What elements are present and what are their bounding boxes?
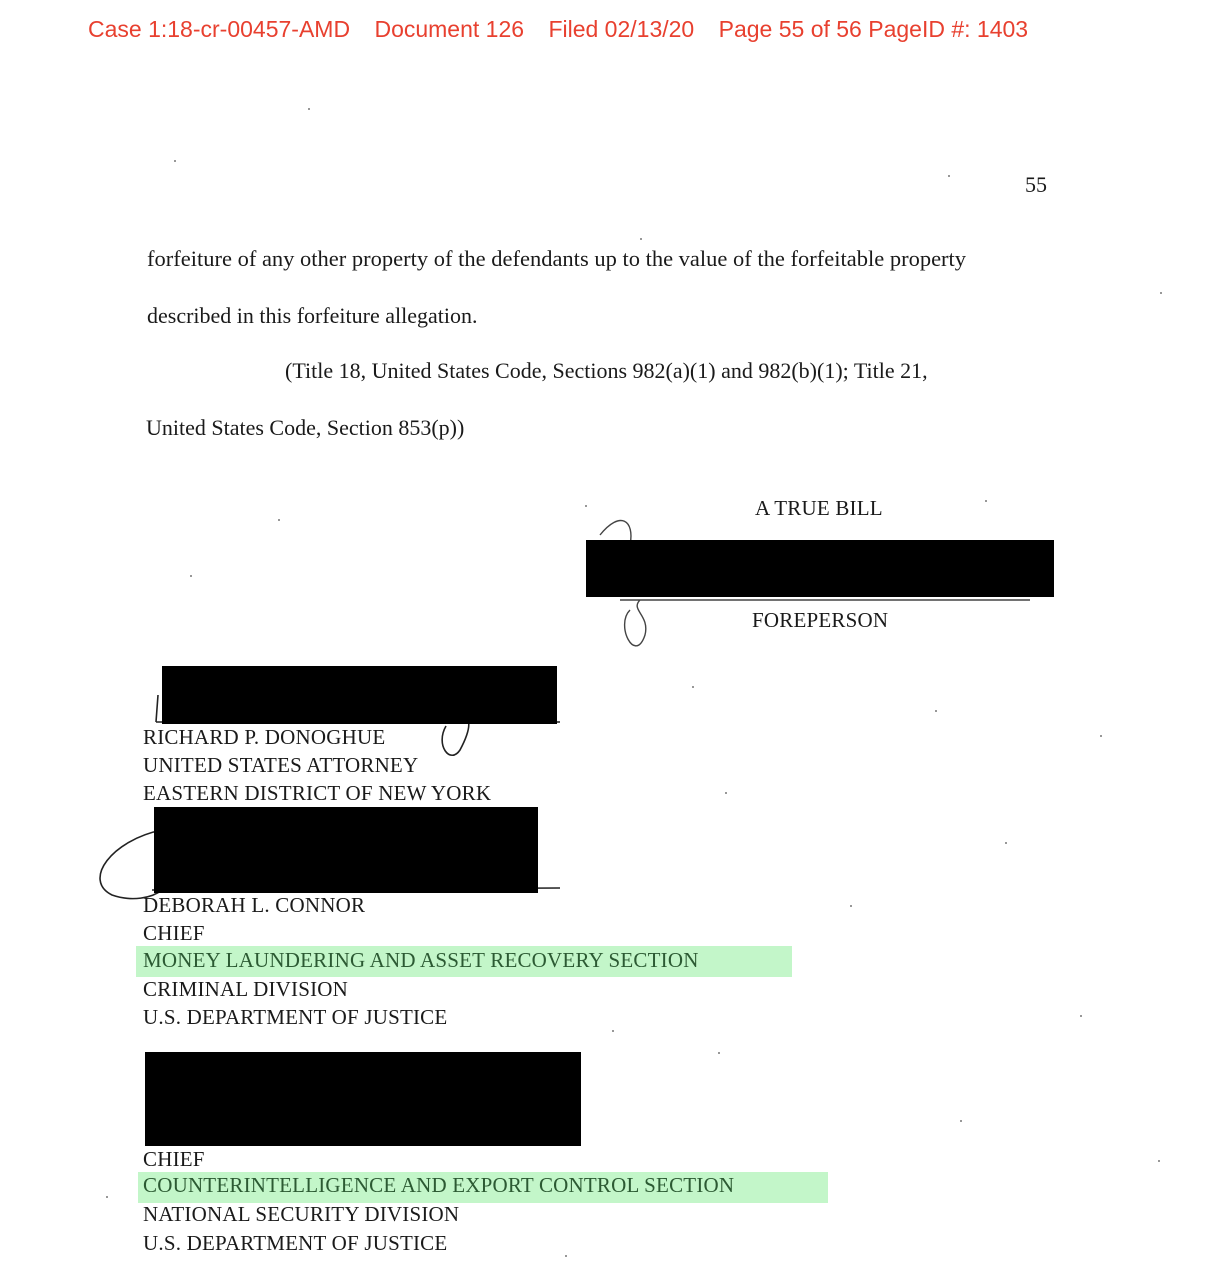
scan-speck	[692, 686, 694, 688]
us-attorney-name: RICHARD P. DONOGHUE	[143, 725, 386, 749]
scan-speck	[960, 1120, 962, 1122]
us-attorney-redaction	[162, 666, 557, 724]
cecs-department: U.S. DEPARTMENT OF JUSTICE	[143, 1231, 448, 1255]
scan-speck	[1080, 1015, 1082, 1017]
body-line-2: described in this forfeiture allegation.	[147, 303, 478, 328]
cecs-chief-title: CHIEF	[143, 1147, 205, 1171]
scan-speck	[948, 175, 950, 177]
scan-speck	[718, 1052, 720, 1054]
true-bill-heading: A TRUE BILL	[755, 496, 883, 520]
body-line-1: forfeiture of any other property of the defendants up to the value of the forfeitable property	[147, 246, 967, 271]
foreperson-label: FOREPERSON	[752, 608, 889, 632]
scan-speck	[725, 792, 727, 794]
scan-speck	[1005, 842, 1007, 844]
filed-date: Filed 02/13/20	[548, 16, 695, 42]
cecs-section-name: COUNTERINTELLIGENCE AND EXPORT CONTROL SECTION	[143, 1173, 735, 1197]
page-number: 55	[1025, 172, 1047, 197]
court-filing-header	[88, 16, 1046, 43]
scan-speck	[308, 108, 310, 110]
scan-speck	[1158, 1160, 1160, 1162]
scan-speck	[278, 519, 280, 521]
mlars-section-name: MONEY LAUNDERING AND ASSET RECOVERY SECTION	[143, 948, 699, 972]
mlars-department: U.S. DEPARTMENT OF JUSTICE	[143, 1005, 448, 1029]
page-id: Page 55 of 56 PageID #: 1403	[718, 16, 1029, 42]
scan-speck	[174, 160, 176, 162]
us-attorney-office: EASTERN DISTRICT OF NEW YORK	[143, 781, 492, 805]
scan-speck	[1100, 735, 1102, 737]
scan-speck	[565, 1255, 567, 1257]
cecs-division: NATIONAL SECURITY DIVISION	[143, 1202, 460, 1226]
mlars-division: CRIMINAL DIVISION	[143, 977, 349, 1001]
citation-line-2: United States Code, Section 853(p))	[146, 415, 465, 440]
scan-speck	[985, 500, 987, 502]
mlars-chief-name: DEBORAH L. CONNOR	[143, 893, 366, 917]
us-attorney-title: UNITED STATES ATTORNEY	[143, 753, 419, 777]
cecs-chief-redaction	[145, 1052, 581, 1146]
foreperson-redaction	[586, 540, 1054, 597]
scan-speck	[1160, 292, 1162, 294]
mlars-chief-title: CHIEF	[143, 921, 205, 945]
scan-speck	[640, 238, 642, 240]
scan-speck	[585, 505, 587, 507]
scan-speck	[850, 905, 852, 907]
case-number: Case 1:18-cr-00457-AMD	[88, 16, 351, 42]
scan-speck	[612, 1030, 614, 1032]
scan-speck	[935, 710, 937, 712]
scan-speck	[190, 575, 192, 577]
scan-speck	[106, 1196, 108, 1198]
citation-line-1: (Title 18, United States Code, Sections 982(a)(1) and 982(b)(1); Title 21,	[285, 358, 928, 383]
mlars-chief-redaction	[154, 807, 538, 893]
document-number: Document 126	[374, 16, 525, 42]
